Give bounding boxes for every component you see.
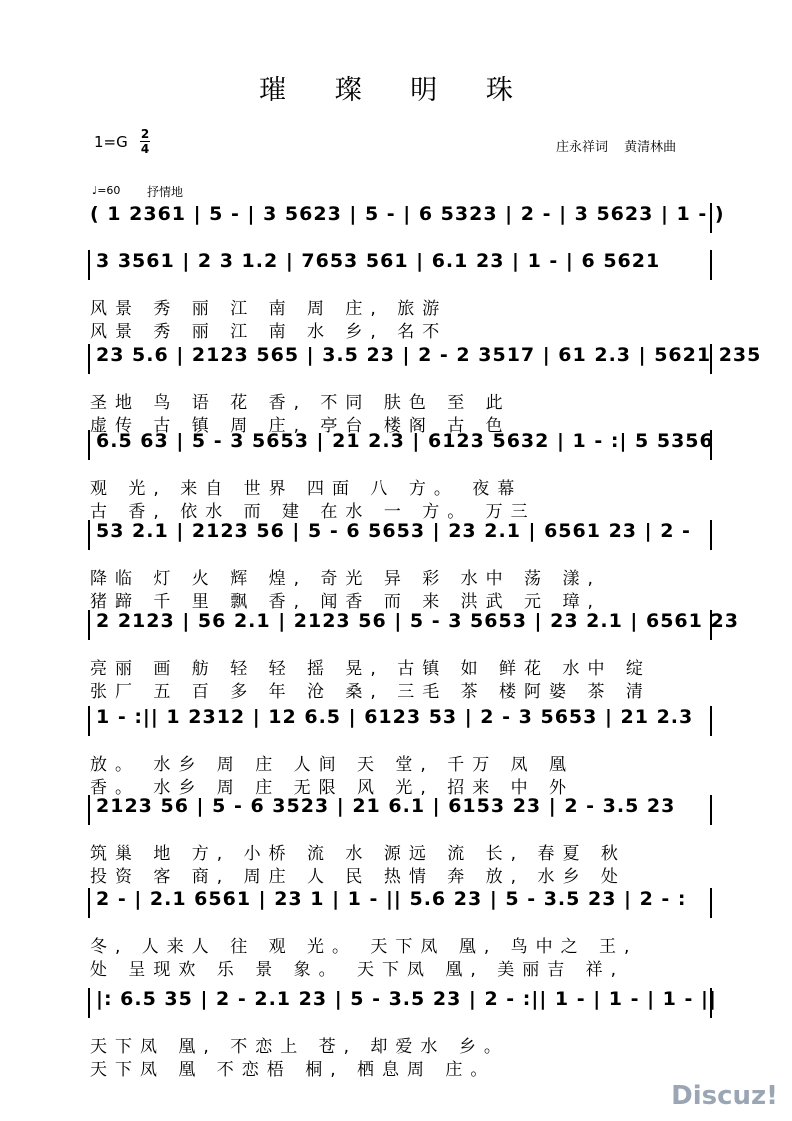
score-system-7 — [88, 706, 712, 796]
watermark: Discuz! — [671, 1081, 778, 1111]
score-system-9 — [88, 888, 712, 978]
lyric-verse-2: 处 呈现欢 乐 景 象。 天下凤 凰, 美丽吉 祥, — [90, 960, 625, 980]
song-title: 璀 璨 明 珠 — [259, 75, 533, 106]
music-line: |: 6.5 35 | 2 - 2.1 23 | 5 - 3.5 23 | 2 - :|| 1 - | 1 - | 1 - || — [88, 988, 712, 1018]
time-signature — [140, 128, 150, 155]
score-system-5 — [88, 520, 712, 610]
lyric-verse-2: 香。 水乡 周 庄 无限 风 光, 招来 中 外 — [90, 778, 575, 798]
time-top: 2 — [140, 127, 150, 141]
lyric-verse-1: 圣地 鸟 语 花 香, 不同 肤色 至 此 — [90, 393, 511, 413]
time-bottom: 4 — [140, 142, 150, 156]
credits — [556, 136, 688, 155]
music-line: 2 2123 | 56 2.1 | 2123 56 | 5 - 3 5653 | 23 2.1 | 6561 23 — [88, 610, 712, 640]
lyric-verse-1: 观 光, 来自 世界 四面 八 方。 夜幕 — [90, 479, 523, 499]
lyric-verse-2: 张厂 五 百 多 年 沧 桑, 三毛 茶 楼阿婆 茶 清 — [90, 682, 651, 702]
music-line: 6.5 63 | 5 - 3 5653 | 21 2.3 | 6123 5632 | 1 - :| 5 5356 — [88, 430, 712, 460]
score-system-8 — [88, 795, 712, 885]
lyric-verse-2: 猪蹄 千 里 飘 香, 闻香 而 来 洪武 元 璋, — [90, 592, 601, 612]
score-system-3 — [88, 344, 762, 436]
mood-marking: 抒情地 — [147, 185, 184, 199]
lyric-verse-1: 放。 水乡 周 庄 人间 天 堂, 千万 凤 凰 — [90, 755, 575, 775]
music-line: 3 3561 | 2 3 1.2 | 7653 561 | 6.1 23 | 1 - | 6 5621 — [88, 250, 712, 280]
lyric-verse-1: 降临 灯 火 辉 煌, 奇光 异 彩 水中 荡 漾, — [90, 569, 601, 589]
music-line: 53 2.1 | 2123 56 | 5 - 6 5653 | 23 2.1 | 6561 23 | 2 - — [88, 520, 712, 550]
lyric-verse-1: 冬, 人来人 往 观 光。 天下凤 凰, 鸟中之 王, — [90, 937, 638, 957]
lyricist: 庄永祥词 — [556, 140, 609, 155]
lyric-verse-1: 亮丽 画 舫 轻 轻 摇 晃, 古镇 如 鲜花 水中 绽 — [90, 659, 651, 679]
music-line: 2 - | 2.1 6561 | 23 1 | 1 - || 5.6 23 | 5 - 3.5 23 | 2 - : — [88, 888, 712, 918]
lyric-verse-2: 天下凤 凰 不恋梧 桐, 栖息周 庄。 — [90, 1060, 496, 1080]
lyric-verse-2: 古 香, 依水 而 建 在水 一 方。 万三 — [90, 502, 536, 522]
lyric-verse-1: 风景 秀 丽 江 南 周 庄, 旅游 — [90, 299, 448, 319]
lyric-verse-1: 天下凤 凰, 不恋上 苍, 却爱水 乡。 — [90, 1037, 509, 1057]
tempo-marking: ♩=60 — [92, 184, 121, 197]
score-system-2 — [88, 250, 712, 340]
score-system-4 — [88, 430, 712, 520]
key-signature: 1=G — [94, 133, 128, 151]
score-system-10 — [88, 988, 717, 1080]
lyric-verse-1: 筑巢 地 方, 小桥 流 水 源远 流 长, 春夏 秋 — [90, 844, 626, 864]
lyric-verse-2: 风景 秀 丽 江 南 水 乡, 名不 — [90, 322, 448, 342]
lyric-verse-2: 投资 客 商, 周庄 人 民 热情 奔 放, 水乡 处 — [90, 867, 626, 887]
composer: 黄清林曲 — [624, 140, 677, 155]
score-system-6 — [88, 610, 739, 702]
lyric-verse-2: 虚传 古 镇 周 庄, 亭台 楼阁 古 色 — [90, 416, 511, 436]
music-line: 23 5.6 | 2123 565 | 3.5 23 | 2 - 2 3517 | 61 2.3 | 5621 235 — [88, 344, 712, 374]
music-line: 1 - :|| 1 2312 | 12 6.5 | 6123 53 | 2 - 3 5653 | 21 2.3 — [88, 706, 712, 736]
music-line: 2123 56 | 5 - 6 3523 | 21 6.1 | 6153 23 | 2 - 3.5 23 — [88, 795, 712, 825]
music-line: ( 1 2361 | 5 - | 3 5623 | 5 - | 6 5323 | 2 - | 3 5623 | 1 - ) — [88, 203, 712, 233]
